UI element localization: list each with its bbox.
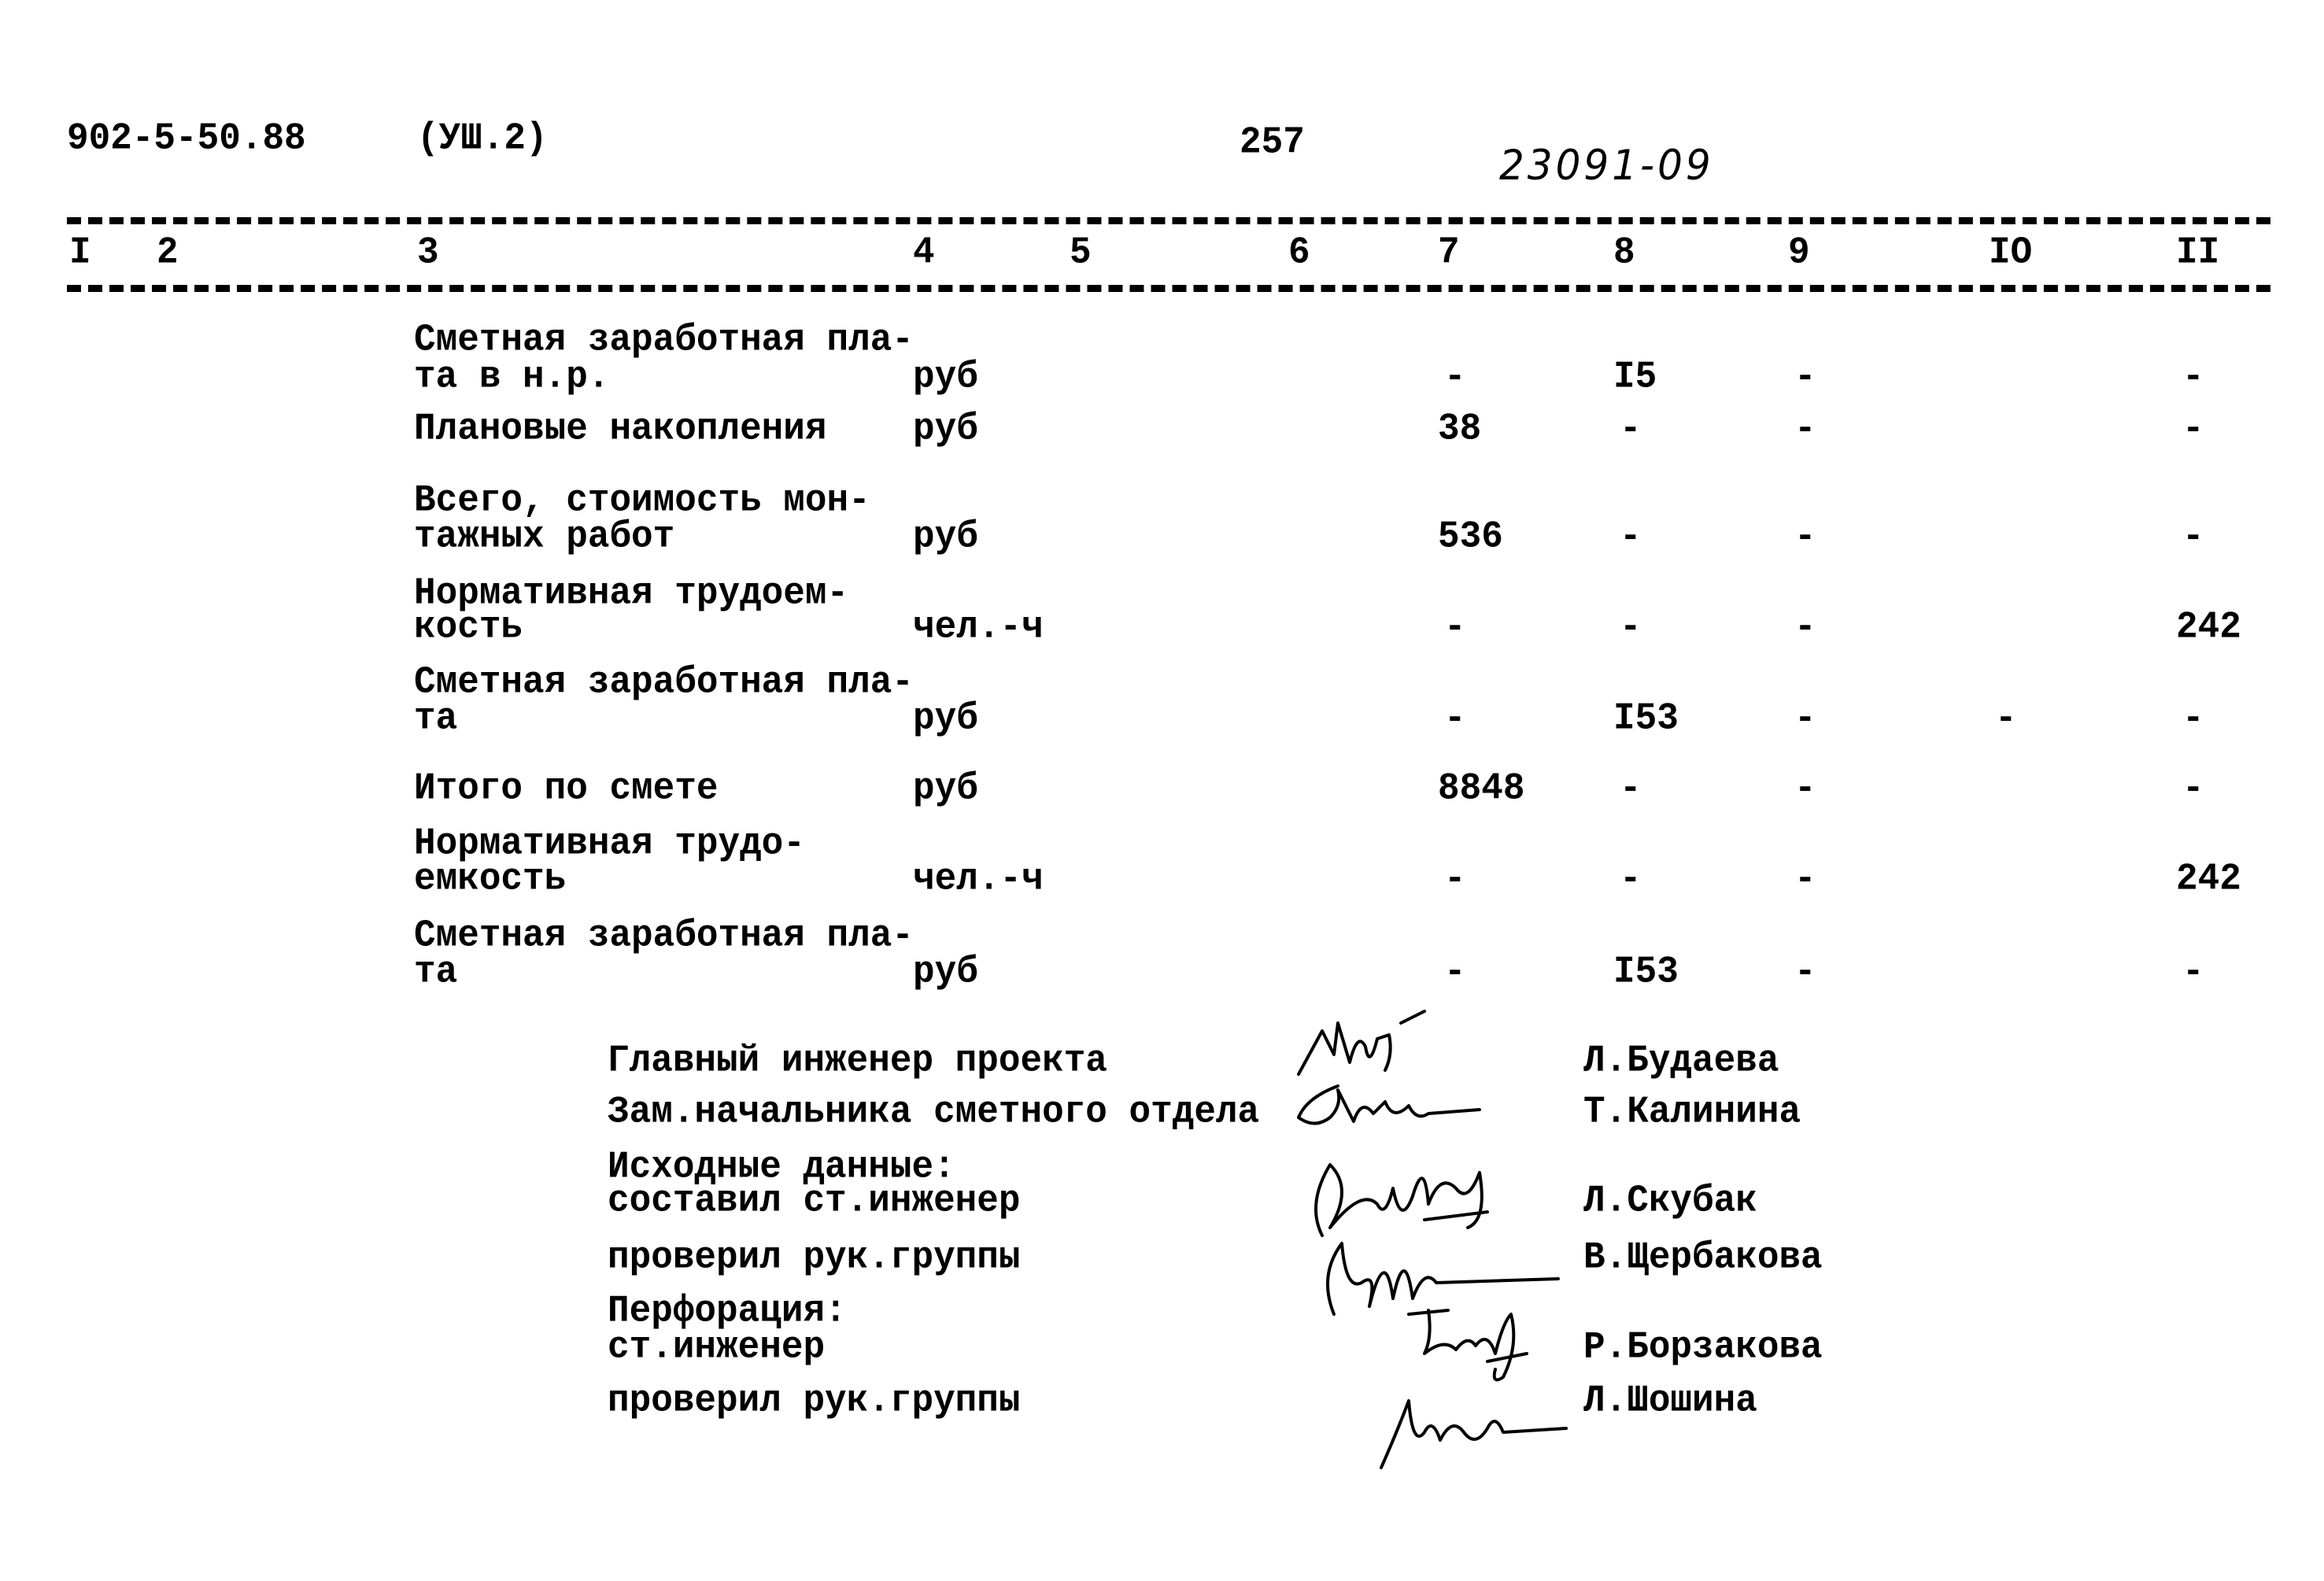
row-label: кость [414, 605, 523, 649]
signer-role: ст.инженер [608, 1325, 826, 1369]
row-label: Нормативная трудоем- [414, 571, 849, 615]
cell-col-7: 38 [1438, 407, 1482, 451]
row-label: Сметная заработная пла- [414, 914, 914, 958]
cell-col-8: I5 [1613, 355, 1657, 399]
page-number: 257 [1240, 120, 1305, 164]
row-unit: руб [913, 696, 978, 741]
cell-col-11: 242 [2176, 605, 2241, 649]
cell-col-9: - [1794, 355, 1816, 399]
row-unit: руб [913, 515, 978, 559]
signer-name: Л.Будаева [1583, 1039, 1779, 1083]
signer-role: Перфорация: [608, 1289, 847, 1333]
signer-name: Р.Борзакова [1583, 1325, 1823, 1369]
cell-col-8: - [1620, 515, 1642, 559]
cell-col-7: 8848 [1438, 766, 1525, 811]
cell-col-8: - [1620, 857, 1642, 901]
cell-col-8: - [1620, 407, 1642, 451]
row-unit: руб [913, 355, 978, 399]
row-label: Нормативная трудо- [414, 822, 805, 866]
cell-col-10: - [1995, 696, 2017, 741]
signer-name: В.Щербакова [1583, 1236, 1823, 1280]
inventory-number: 23091-09 [1499, 141, 1714, 190]
column-number-6: 6 [1288, 231, 1310, 275]
section-label: (УШ.2) [417, 116, 548, 161]
column-number-11: II [2176, 231, 2220, 275]
row-unit: чел.-ч [913, 857, 1044, 901]
cell-col-9: - [1794, 696, 1816, 741]
cell-col-7: - [1444, 605, 1466, 649]
signature-borzakova [1401, 1298, 1558, 1393]
column-number-9: 9 [1788, 231, 1810, 275]
cell-col-9: - [1794, 950, 1816, 994]
column-number-3: 3 [417, 231, 439, 275]
cell-col-7: - [1444, 696, 1466, 741]
row-label: Итого по смете [414, 766, 719, 811]
cell-col-7: - [1444, 857, 1466, 901]
row-label: тажных работ [414, 515, 675, 559]
signer-role: Главный инженер проекта [608, 1039, 1107, 1083]
row-label: Сметная заработная пла- [414, 660, 914, 704]
signer-role: Исходные данные: [608, 1145, 955, 1189]
cell-col-11: - [2182, 515, 2204, 559]
cell-col-11: - [2182, 766, 2204, 811]
row-unit: руб [913, 766, 978, 811]
header-divider-bottom [67, 285, 2270, 292]
cell-col-11: - [2182, 407, 2204, 451]
signer-role: проверил рук.группы [608, 1236, 1021, 1280]
cell-col-8: I53 [1613, 696, 1679, 741]
signature-shoshina [1369, 1385, 1582, 1472]
column-number-1: I [69, 231, 91, 275]
signer-name: Л.Скубак [1583, 1179, 1757, 1223]
header-divider-top [67, 217, 2270, 224]
cell-col-11: - [2182, 696, 2204, 741]
cell-col-9: - [1794, 766, 1816, 811]
row-label: та [414, 696, 458, 741]
cell-col-7: - [1444, 355, 1466, 399]
row-unit: чел.-ч [913, 605, 1044, 649]
row-label: та в н.р. [414, 355, 610, 399]
cell-col-11: - [2182, 355, 2204, 399]
cell-col-9: - [1794, 857, 1816, 901]
cell-col-9: - [1794, 407, 1816, 451]
row-label: Плановые накопления [414, 407, 827, 451]
row-label: емкость [414, 857, 567, 901]
row-label: та [414, 950, 458, 994]
column-number-7: 7 [1438, 231, 1460, 275]
column-number-2: 2 [157, 231, 179, 275]
cell-col-9: - [1794, 605, 1816, 649]
cell-col-8: - [1620, 766, 1642, 811]
column-number-8: 8 [1613, 231, 1635, 275]
signer-role: составил ст.инженер [608, 1179, 1021, 1223]
cell-col-9: - [1794, 515, 1816, 559]
doc-code: 902-5-50.88 [67, 116, 306, 161]
cell-col-8: I53 [1613, 950, 1679, 994]
column-number-4: 4 [913, 231, 935, 275]
signer-role: Зам.начальника сметного отдела [608, 1090, 1260, 1134]
row-label: Сметная заработная пла- [414, 318, 914, 362]
signature-budaeva [1291, 999, 1495, 1086]
signer-name: Т.Калинина [1583, 1090, 1801, 1134]
column-number-5: 5 [1070, 231, 1092, 275]
cell-col-11: - [2182, 950, 2204, 994]
signer-name: Л.Шошина [1583, 1379, 1757, 1423]
cell-col-8: - [1620, 605, 1642, 649]
cell-col-7: - [1444, 950, 1466, 994]
row-unit: руб [913, 407, 978, 451]
cell-col-7: 536 [1438, 515, 1503, 559]
signature-kalinina [1291, 1074, 1495, 1137]
row-unit: руб [913, 950, 978, 994]
column-number-10: IO [1989, 231, 2033, 275]
row-label: Всего, стоимость мон- [414, 478, 870, 523]
signer-role: проверил рук.группы [608, 1379, 1021, 1423]
cell-col-11: 242 [2176, 857, 2241, 901]
